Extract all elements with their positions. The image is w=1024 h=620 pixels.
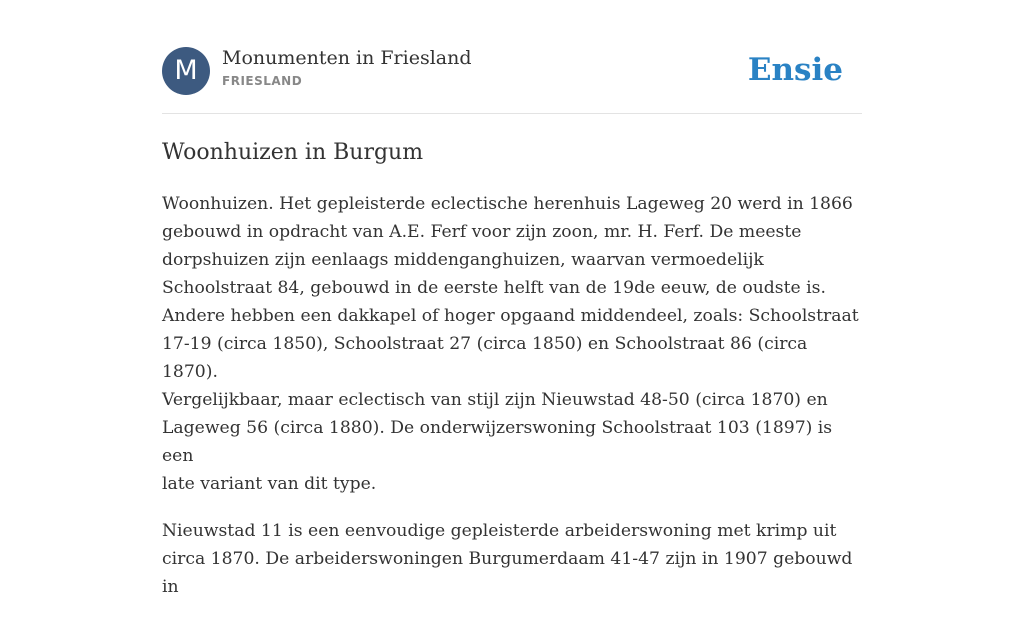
text-line: gebouwd in opdracht van A.E. Ferf voor zijn zoon, mr. H. Ferf. De meeste <box>162 222 802 242</box>
page-title: Woonhuizen in Burgum <box>162 140 424 165</box>
text-line: Andere hebben een dakkapel of hoger opgaand middendeel, zoals: Schoolstraat <box>162 306 859 326</box>
text-line: Woonhuizen. Het gepleisterde eclectische herenhuis Lageweg 20 werd in 1866 <box>162 194 853 214</box>
header <box>162 46 862 96</box>
text-line: dorpshuizen zijn eenlaags middenganghuizen, waarvan vermoedelijk <box>162 250 764 270</box>
paragraph-2 <box>162 517 862 601</box>
text-line: circa 1870. De arbeiderswoningen Burgumerdaam 41-47 zijn in 1907 gebouwd in <box>162 549 853 597</box>
paragraph-1 <box>162 190 862 498</box>
region-label[interactable]: FRIESLAND <box>222 74 303 88</box>
site-name-link[interactable]: Monumenten in Friesland <box>222 47 472 69</box>
ensie-logo[interactable]: Ensie <box>747 52 843 88</box>
text-line: Nieuwstad 11 is een eenvoudige gepleisterde arbeiderswoning met krimp uit <box>162 521 837 541</box>
text-line: Schoolstraat 84, gebouwd in de eerste helft van de 19de eeuw, de oudste is. <box>162 278 826 298</box>
header-divider <box>162 113 862 114</box>
text-line: 17-19 (circa 1850), Schoolstraat 27 (circa 1850) en Schoolstraat 86 (circa 1870). <box>162 334 808 382</box>
text-line: Vergelijkbaar, maar eclectisch van stijl zijn Nieuwstad 48-50 (circa 1870) en <box>162 390 828 410</box>
text-line: Lageweg 56 (circa 1880). De onderwijzerswoning Schoolstraat 103 (1897) is een <box>162 418 833 466</box>
avatar[interactable]: M <box>162 47 210 95</box>
text-line: late variant van dit type. <box>162 474 377 494</box>
article-body <box>162 190 862 620</box>
